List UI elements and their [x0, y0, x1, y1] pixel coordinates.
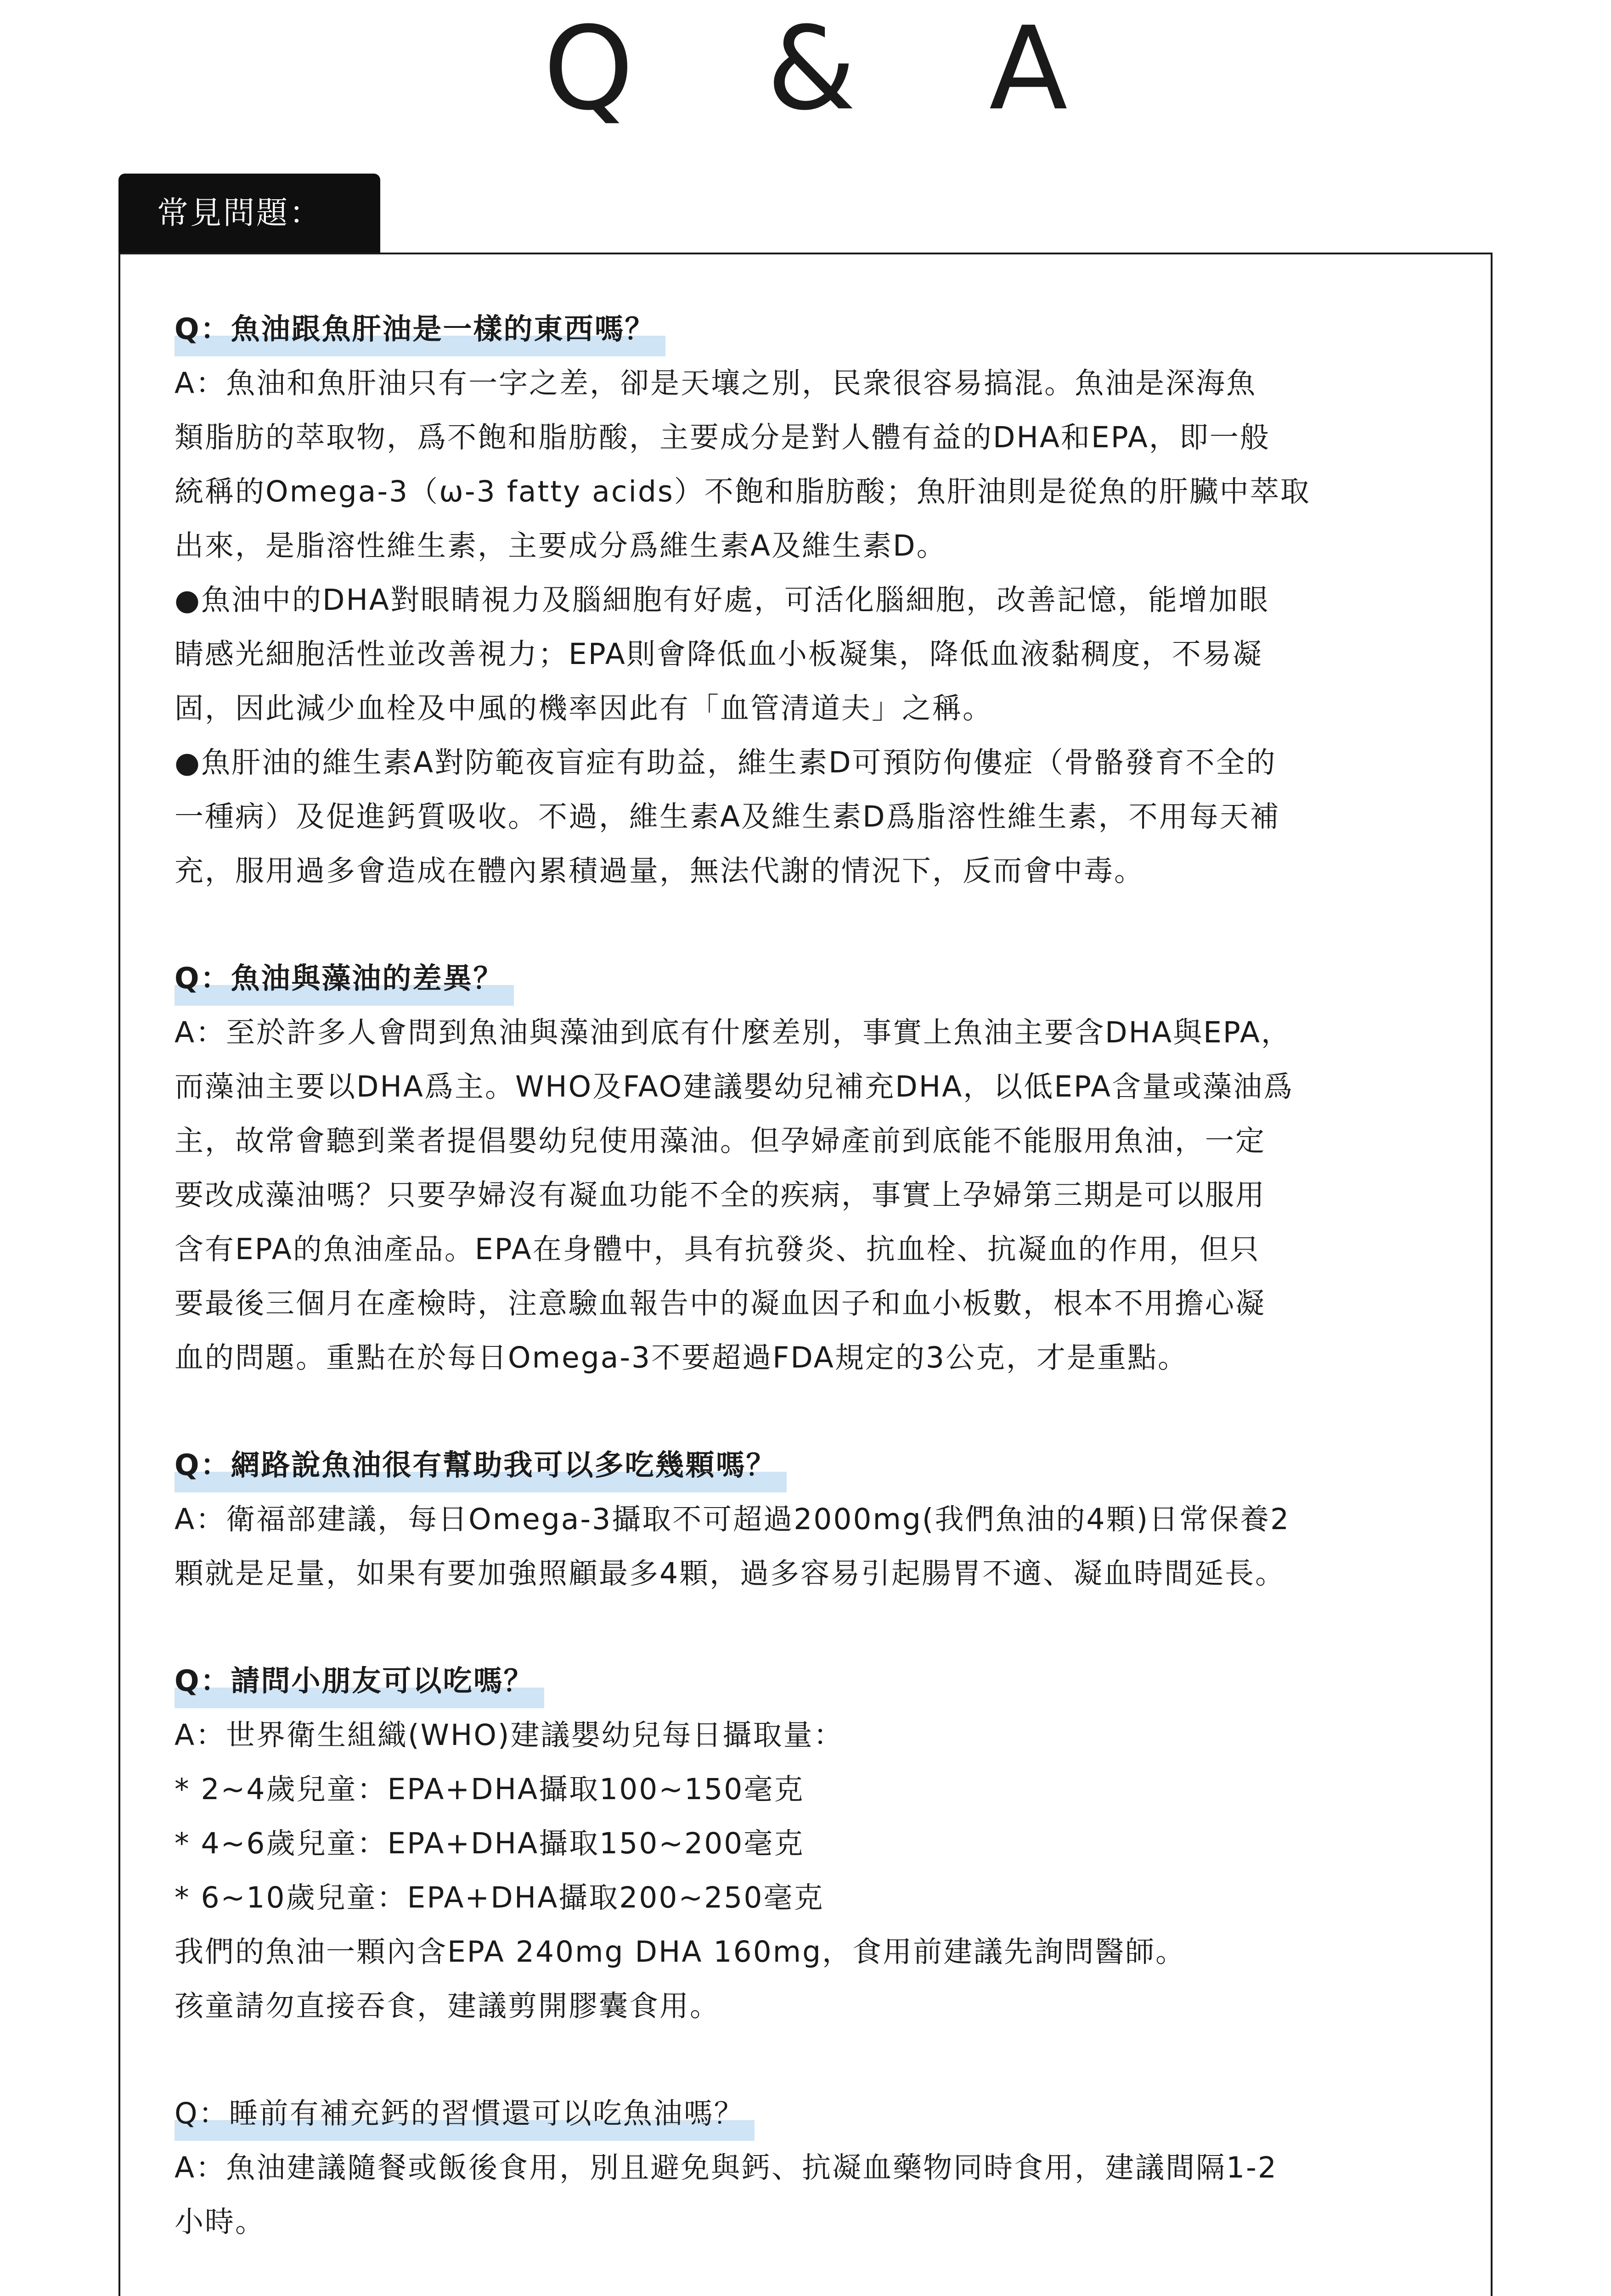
faq-question: Q：網路說魚油很有幫助我可以多吃幾顆嗎？ [175, 1438, 787, 1492]
faq-answer-line: A：至於許多人會問到魚油與藻油到底有什麼差別，事實上魚油主要含DHA與EPA， [175, 1016, 1291, 1049]
faq-answer-line: ●魚肝油的維生素A對防範夜盲症有助益，維生素D可預防佝僂症（骨骼發育不全的 [175, 746, 1277, 779]
faq-answer-line: A：世界衛生組織(WHO)建議嬰幼兒每日攝取量： [175, 1718, 844, 1752]
faq-item [175, 951, 1451, 1385]
faq-list [175, 302, 1451, 2296]
faq-item [175, 1654, 1451, 2033]
faq-question: Q：請問小朋友可以吃嗎？ [175, 1654, 544, 1708]
faq-panel [118, 253, 1493, 2296]
faq-answer-line: 要改成藻油嗎？只要孕婦沒有凝血功能不全的疾病，事實上孕婦第三期是可以服用 [175, 1178, 1266, 1212]
faq-answer-line: 固，因此減少血栓及中風的機率因此有「血管清道夫」之稱。 [175, 692, 993, 725]
faq-answer-line: 我們的魚油一顆內含EPA 240mg DHA 160mg，食用前建議先詢問醫師。 [175, 1935, 1186, 1969]
faq-answer-line: * 2~4歲兒童：EPA+DHA攝取100~150毫克 [175, 1773, 805, 1806]
faq-answer-line: 充，服用過多會造成在體內累積過量，無法代謝的情況下，反而會中毒。 [175, 854, 1144, 888]
faq-answer-line: 小時。 [175, 2205, 265, 2239]
faq-answer-line: 一種病）及促進鈣質吸收。不過，維生素A及維生素D爲脂溶性維生素，不用每天補 [175, 800, 1280, 833]
faq-answer-line: 要最後三個月在產檢時，注意驗血報告中的凝血因子和血小板數，根本不用擔心凝 [175, 1287, 1266, 1320]
faq-answer-line: 主，故常會聽到業者提倡嬰幼兒使用藻油。但孕婦產前到底能不能服用魚油，一定 [175, 1124, 1266, 1158]
faq-answer-line: 孩童請勿直接吞食，建議剪開膠囊食用。 [175, 1989, 720, 2023]
faq-answer-line: 而藻油主要以DHA爲主。WHO及FAO建議嬰幼兒補充DHA，以低EPA含量或藻油爲 [175, 1070, 1294, 1103]
faq-answer-line: 血的問題。重點在於每日Omega-3不要超過FDA規定的3公克，才是重點。 [175, 1341, 1188, 1374]
faq-answer-line: * 6~10歲兒童：EPA+DHA攝取200~250毫克 [175, 1881, 824, 1914]
faq-answer-line: * 4~6歲兒童：EPA+DHA攝取150~200毫克 [175, 1827, 805, 1860]
faq-answer-line: 睛感光細胞活性並改善視力；EPA則會降低血小板凝集，降低血液黏稠度，不易凝 [175, 637, 1263, 671]
faq-answer-line: 顆就是足量，如果有要加強照顧最多4顆，過多容易引起腸胃不適、凝血時間延長。 [175, 1557, 1286, 1590]
faq-answer-line: 統稱的Omega-3（ω-3 fatty acids）不飽和脂肪酸；魚肝油則是從魚的肝臟中萃取 [175, 475, 1311, 508]
faq-answer-line: A：魚油建議隨餐或飯後食用，別且避免與鈣、抗凝血藥物同時食用，建議間隔1-2 [175, 2151, 1278, 2184]
faq-answer-line: ●魚油中的DHA對眼睛視力及腦細胞有好處，可活化腦細胞，改善記憶，能增加眼 [175, 583, 1269, 617]
page-title: Q & A [543, 2, 1116, 135]
faq-item [175, 2087, 1451, 2249]
faq-answer-line: A：魚油和魚肝油只有一字之差，卻是天壤之別，民衆很容易搞混。魚油是深海魚 [175, 366, 1257, 400]
faq-item [175, 302, 1451, 898]
faq-answer-line: 出來，是脂溶性維生素，主要成分爲維生素A及維生素D。 [175, 529, 947, 563]
faq-answer-line: 類脂肪的萃取物，爲不飽和脂肪酸，主要成分是對人體有益的DHA和EPA，即一般 [175, 421, 1270, 454]
faq-question: Q：魚油跟魚肝油是一樣的東西嗎？ [175, 302, 665, 356]
faq-answer-line: 含有EPA的魚油產品。EPA在身體中，具有抗發炎、抗血栓、抗凝血的作用，但只 [175, 1232, 1260, 1266]
faq-section-tab: 常見問題： [118, 174, 380, 253]
faq-item [175, 1438, 1451, 1601]
faq-question: Q：睡前有補充鈣的習慣還可以吃魚油嗎？ [175, 2087, 755, 2141]
faq-question: Q：魚油與藻油的差異？ [175, 951, 514, 1006]
faq-answer-line: A：衛福部建議，每日Omega-3攝取不可超過2000mg(我們魚油的4顆)日常保養2 [175, 1503, 1290, 1536]
